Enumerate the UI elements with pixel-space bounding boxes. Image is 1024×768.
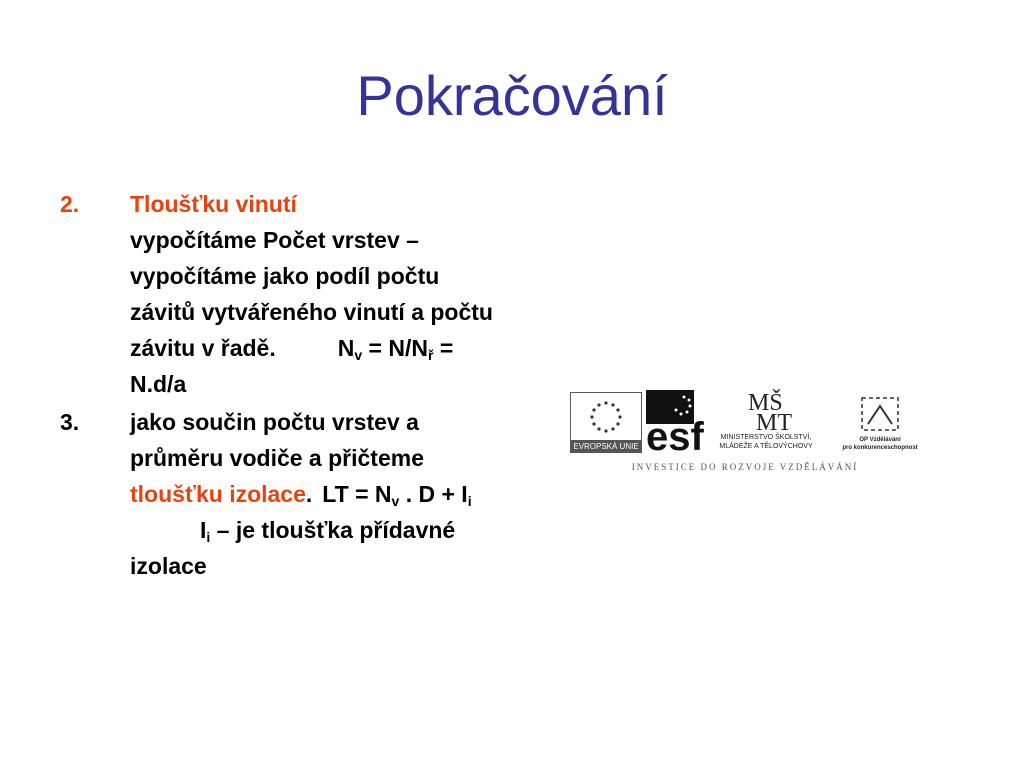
slide-title: Pokračování: [356, 64, 668, 127]
formula-part: LT = N: [322, 481, 392, 507]
formula-subscript: ř: [427, 347, 434, 363]
item-body: [130, 186, 510, 402]
tagline: INVESTICE DO ROZVOJE VZDĚLÁVÁNÍ: [631, 462, 859, 472]
item-body: [130, 404, 510, 584]
msmt-line-2: MLÁDEŽE A TĚLOVÝCHOVY: [719, 443, 813, 450]
item-text: jako součin počtu vrstev a průměru vodiče a přičteme: [130, 409, 424, 471]
op-line-1: OP Vzdělávání: [859, 437, 901, 443]
item-number: 2.: [60, 191, 80, 217]
list-item: [60, 186, 510, 402]
item-text: .: [305, 481, 313, 507]
esf-text: esf: [646, 415, 704, 452]
formula-subscript: i: [467, 493, 472, 509]
formula-part: . D + I: [399, 481, 468, 507]
formula-part: I: [200, 517, 207, 543]
item-text: – je tloušťka přídavné izolace: [130, 517, 456, 579]
eu-flag-logo: [570, 392, 642, 442]
eu-label: EVROPSKÁ UNIE: [570, 440, 642, 453]
msmt-logo: [718, 388, 814, 454]
esf-logo: [646, 390, 712, 452]
formula-subscript: v: [391, 493, 400, 509]
item-number: 3.: [60, 409, 80, 435]
highlight-text: Tloušťku vinutí: [130, 191, 297, 217]
formula-subscript: i: [206, 529, 211, 545]
formula-part: = N.d/a: [130, 335, 454, 397]
content-list: [60, 186, 510, 586]
op-line-2: pro konkurenceschopnost: [842, 445, 918, 451]
svg-text:MŠ: MŠ: [748, 390, 783, 416]
formula-subscript: v: [354, 347, 363, 363]
eu-stars-icon: [571, 393, 641, 441]
list-item: [60, 404, 510, 584]
logo-strip: [568, 388, 922, 476]
formula-part: = N/N: [362, 335, 428, 361]
highlight-text: tloušťku izolace: [130, 481, 306, 507]
formula-part: N: [337, 335, 355, 361]
msmt-line-1: MINISTERSTVO ŠKOLSTVÍ,: [720, 434, 812, 441]
svg-text:MT: MT: [756, 410, 792, 432]
op-logo: [840, 394, 920, 454]
item-text: vypočítáme Počet vrstev – vypočítáme jako podíl počtu závitů vytvářeného vinutí a počtu závitu v řadě.: [130, 227, 493, 361]
